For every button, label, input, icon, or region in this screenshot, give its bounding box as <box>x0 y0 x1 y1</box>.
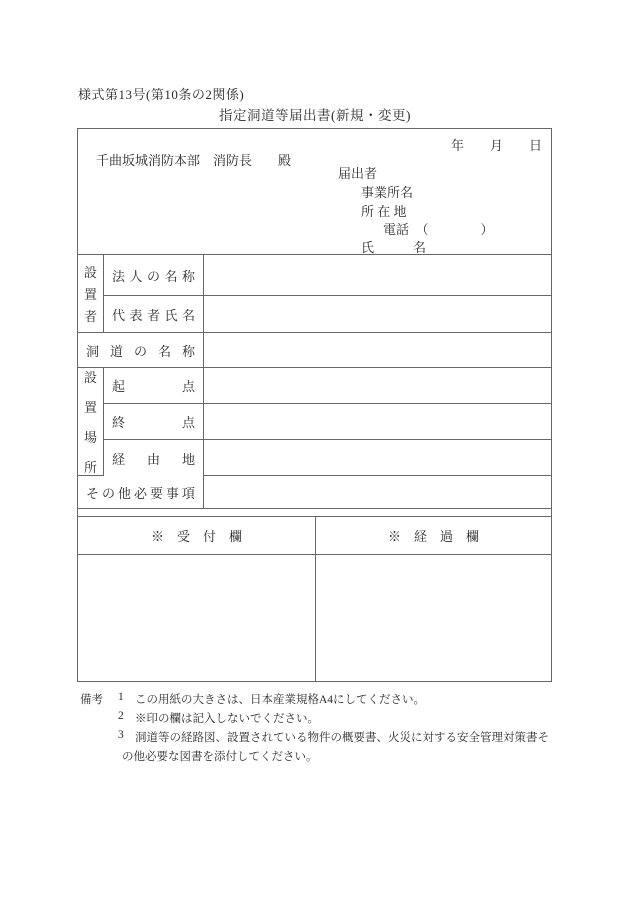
form-number-line: 様式第13号(第10条の2関係) <box>78 87 245 102</box>
remark-number: 3 <box>118 729 124 741</box>
remark-text-wrap: の他必要な図書を添付してください。 <box>122 751 318 763</box>
installer-group-label: 設 置 者 <box>78 255 104 333</box>
corporate-name-value-cell <box>204 255 551 296</box>
form-body-grid <box>78 255 551 508</box>
name-label: 氏 名 <box>361 240 427 255</box>
document-title: 指定洞道等届出書(新規・変更) <box>219 108 411 123</box>
addressee-line: 千曲坂城消防本部 消防長 殿 <box>96 153 292 168</box>
end-point-label: 終 点 <box>104 404 204 440</box>
stamp-section-body <box>78 555 551 681</box>
remark-number: 2 <box>118 710 124 722</box>
form-header-section <box>78 129 551 255</box>
via-point-value-cell <box>204 440 551 476</box>
tunnel-name-label: 洞 道 の 名 称 <box>78 333 204 368</box>
progress-column-cell <box>316 555 551 681</box>
via-point-label: 経 由 地 <box>104 440 204 476</box>
tunnel-name-value-cell <box>204 333 551 368</box>
remark-text: 洞道等の経路図、設置されている物件の概要書、火災に対する安全管理対策書そ <box>135 732 549 744</box>
stamp-section-header <box>78 517 551 555</box>
start-point-value-cell <box>204 368 551 404</box>
section-separator-rule <box>78 508 551 517</box>
remark-line <box>80 710 580 729</box>
remark-line <box>80 729 580 748</box>
reception-column-cell <box>78 555 316 681</box>
representative-name-label: 代 表 者 氏 名 <box>104 296 204 333</box>
business-name-label: 事業所名 <box>361 185 414 200</box>
remark-line <box>80 748 580 767</box>
remark-text: この用紙の大きさは、日本産業規格A4にしてください。 <box>135 694 426 706</box>
other-items-value-cell <box>204 476 551 508</box>
progress-column-header: ※ 経 過 欄 <box>387 529 479 544</box>
other-items-label: そ の 他 必 要 事 項 <box>78 476 204 508</box>
remark-text: ※印の欄は記入しないでください。 <box>135 713 319 725</box>
remark-number: 1 <box>118 691 124 703</box>
remarks-section <box>80 691 580 767</box>
remarks-label: 備考 <box>80 694 103 706</box>
address-label: 所 在 地 <box>361 204 407 219</box>
notifier-label: 届出者 <box>338 166 378 181</box>
representative-name-value-cell <box>204 296 551 333</box>
remark-line <box>80 691 580 710</box>
corporate-name-label: 法 人 の 名 称 <box>104 255 204 296</box>
start-point-label: 起 点 <box>104 368 204 404</box>
reception-column-header: ※ 受 付 欄 <box>78 517 316 554</box>
phone-label: 電話 （ ） <box>383 222 494 237</box>
notification-form-table <box>77 128 552 682</box>
end-point-value-cell <box>204 404 551 440</box>
location-group-label: 設 置 場 所 <box>78 368 104 476</box>
date-field: 年 月 日 <box>450 138 542 153</box>
